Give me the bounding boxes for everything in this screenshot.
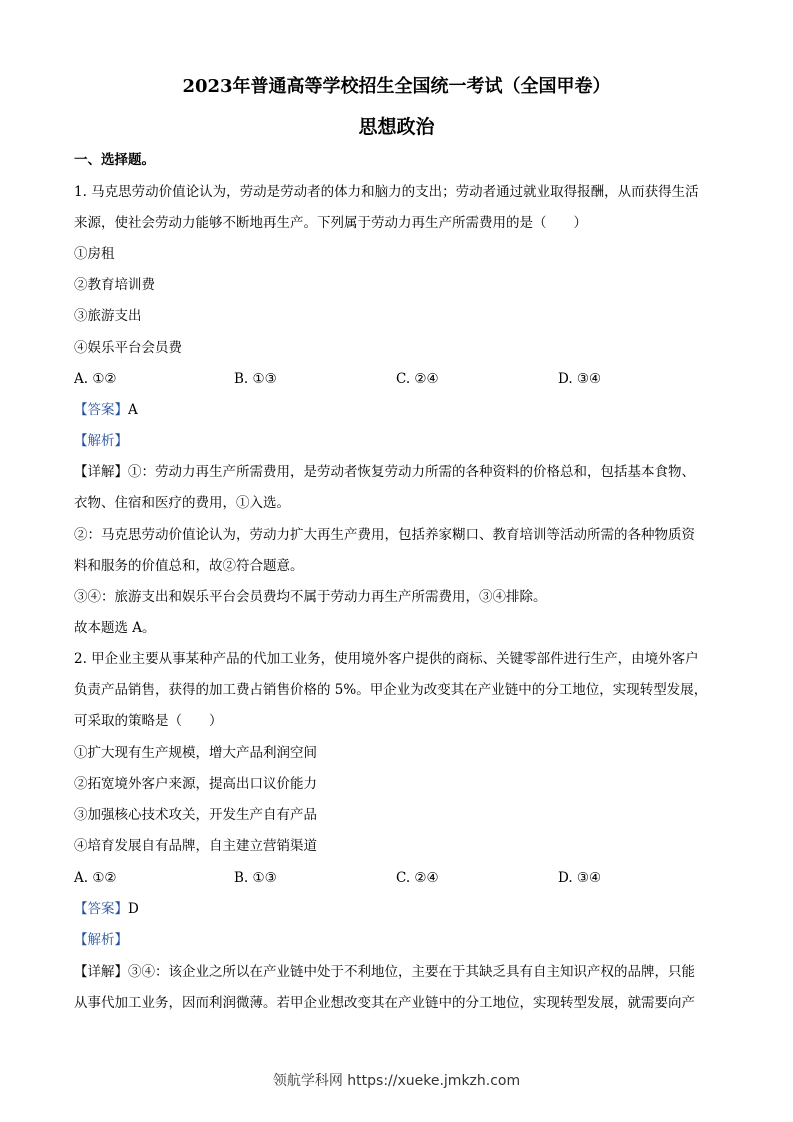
- subject-title: 思想政治: [358, 116, 435, 138]
- q1-detail-line2: 衣物、住宿和医疗的费用，①入选。: [74, 495, 290, 511]
- q1-option-a: A. ①②: [74, 371, 117, 387]
- q2-option-a: A. ①②: [74, 870, 117, 886]
- q2-option-b: B. ①③: [234, 870, 277, 886]
- q2-option-d: D. ③④: [558, 870, 602, 886]
- q2-item-1: ①扩大现有生产规模，增大产品利润空间: [74, 745, 317, 761]
- q2-stem-line1: 2. 甲企业主要从事某种产品的代加工业务，使用境外客户提供的商标、关键零部件进行生产，由境外客户: [74, 651, 699, 667]
- q1-option-b: B. ①③: [234, 371, 277, 387]
- q2-stem-line3: 可采取的策略是（ ）: [74, 713, 223, 729]
- q1-item-4: ④娱乐平台会员费: [74, 340, 182, 356]
- exam-title: 2023年普通高等学校招生全国统一考试（全国甲卷）: [182, 76, 611, 97]
- q1-option-c: C. ②④: [396, 371, 439, 387]
- q2-detail-line2: 从事代加工业务，因而利润微薄。若甲企业想改变其在产业链中的分工地位，实现转型发展，就需要向产: [74, 995, 695, 1011]
- detail-tag: 【详解】: [74, 464, 128, 480]
- q2-item-4: ④培育发展自有品牌，自主建立营销渠道: [74, 838, 317, 854]
- q1-detail-line4: 料和服务的价值总和，故②符合题意。: [74, 558, 304, 574]
- q1-item-2: ②教育培训费: [74, 277, 155, 293]
- q1-analysis-tag: 【解析】: [74, 433, 128, 449]
- answer-value: D: [128, 901, 139, 917]
- answer-tag: 【答案】: [74, 402, 128, 418]
- q2-answer: [74, 899, 724, 919]
- q2-item-2: ②拓宽境外客户来源，提高出口议价能力: [74, 776, 317, 792]
- q2-option-c: C. ②④: [396, 870, 439, 886]
- q1-detail-line1: 【详解】①：劳动力再生产所需费用，是劳动者恢复劳动力所需的各种资料的价格总和，包括基本食物、: [74, 464, 695, 480]
- q1-item-1: ①房租: [74, 246, 115, 262]
- q2-analysis-tag: 【解析】: [74, 932, 128, 948]
- q1-item-3: ③旅游支出: [74, 308, 142, 324]
- q1-stem-line2: 来源，使社会劳动力能够不断地再生产。下列属于劳动力再生产所需费用的是（ ）: [74, 215, 587, 231]
- q1-answer: [74, 400, 724, 420]
- q1-detail-line3: ②：马克思劳动价值论认为，劳动力扩大再生产费用，包括养家糊口、教育培训等活动所需的各种物质资: [74, 527, 695, 543]
- section-heading: 一、选择题。: [74, 152, 155, 168]
- detail-tag: 【详解】: [74, 964, 128, 980]
- page-footer: 领航学科网 https://xueke.jmkzh.com: [272, 1073, 521, 1089]
- q2-stem-line2: 负责产品销售，获得的加工费占销售价格的 5%。甲企业为改变其在产业链中的分工地位，实现转型发展，: [74, 682, 708, 698]
- q2-item-3: ③加强核心技术攻关，开发生产自有产品: [74, 807, 317, 823]
- q1-detail-line5: ③④：旅游支出和娱乐平台会员费均不属于劳动力再生产所需费用，③④排除。: [74, 589, 547, 605]
- q1-stem-line1: 1. 马克思劳动价值论认为，劳动是劳动者的体力和脑力的支出；劳动者通过就业取得报酬，从而获得生活: [74, 184, 699, 200]
- answer-tag: 【答案】: [74, 901, 128, 917]
- q1-conclusion: 故本题选 A。: [74, 620, 156, 636]
- q2-detail-line1: 【详解】③④：该企业之所以在产业链中处于不利地位，主要在于其缺乏具有自主知识产权的品牌，只能: [74, 964, 695, 980]
- answer-value: A: [128, 402, 138, 418]
- q1-option-d: D. ③④: [558, 371, 602, 387]
